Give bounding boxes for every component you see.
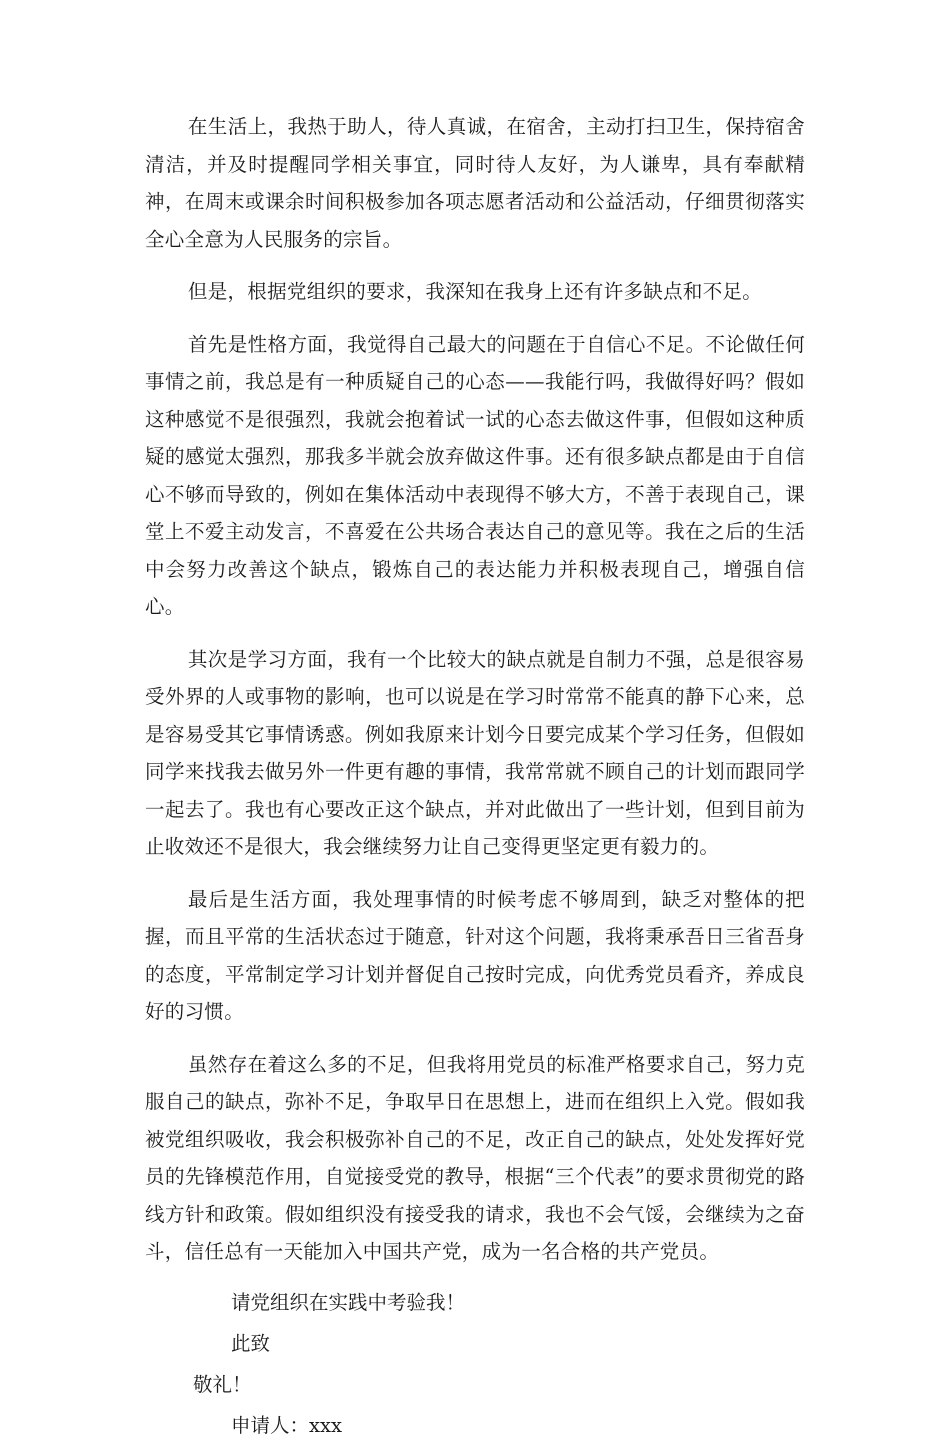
paragraph-resolution: 虽然存在着这么多的不足，但我将用党员的标准严格要求自己，努力克服自己的缺点，弥补不足，争取早日在思想上，进而在组织上入党。假如我被党组织吸收，我会积极弥补自己的不足，改正自己的缺点，处处发挥好党员的先锋模范作用，自觉接受党的教导，根据“三个代表”的要求贯彻党的路线方针和政策。假如组织没有接受我的请求，我也不会气馁，会继续为之奋斗，信任总有一天能加入中国共产党，成为一名合格的共产党员。 xyxy=(145,1052,805,1263)
paragraph-personality: 首先是性格方面，我觉得自己最大的问题在于自信心不足。不论做任何事情之前，我总是有一种质疑自己的心态——我能行吗，我做得好吗？假如这种感觉不是很强烈，我就会抱着试一试的心态去做这件事，但假如这种质疑的感觉太强烈，那我多半就会放弃做这件事。还有很多缺点都是由于自信心不够而导致的，例如在集体活动中表现得不够大方，不善于表现自己，课堂上不爱主动发言，不喜爱在公共场合表达自己的意见等。我在之后的生活中会努力改善这个缺点，锻炼自己的表达能力并积极表现自己，增强自信心。 xyxy=(145,332,805,618)
paragraph-lifestyle: 最后是生活方面，我处理事情的时候考虑不够周到，缺乏对整体的把握，而且平常的生活状态过于随意，针对这个问题，我将秉承吾日三省吾身的态度，平常制定学习计划并督促自己按时完成，向优秀党员看齐，养成良好的习惯。 xyxy=(145,887,805,1023)
salutation: 此致 xyxy=(231,1331,271,1355)
closing-request: 请党组织在实践中考验我！ xyxy=(231,1290,466,1314)
regards: 敬礼！ xyxy=(193,1372,252,1396)
paragraph-study: 其次是学习方面，我有一个比较大的缺点就是自制力不强，总是很容易受外界的人或事物的影响，也可以说是在学习时常常不能真的静下心来，总是容易受其它事情诱惑。例如我原来计划今日要完成某个学习任务，但假如同学来找我去做另外一件更有趣的事情，我常常就不顾自己的计划而跟同学一起去了。我也有心要改正这个缺点，并对此做出了一些计划，但到目前为止收效还不是很大，我会继续努力让自己变得更坚定更有毅力的。 xyxy=(145,647,805,858)
document-page xyxy=(145,108,805,1450)
paragraph-shortcomings-intro: 但是，根据党组织的要求，我深知在我身上还有许多缺点和不足。 xyxy=(187,280,763,303)
paragraph-life: 在生活上，我热于助人，待人真诚，在宿舍，主动打扫卫生，保持宿舍清洁，并及时提醒同学相关事宜，同时待人友好，为人谦卑，具有奉献精神，在周末或课余时间积极参加各项志愿者活动和公益活动，仔细贯彻落实全心全意为人民服务的宗旨。 xyxy=(145,115,805,251)
signature: 申请人：xxx xyxy=(231,1413,342,1437)
